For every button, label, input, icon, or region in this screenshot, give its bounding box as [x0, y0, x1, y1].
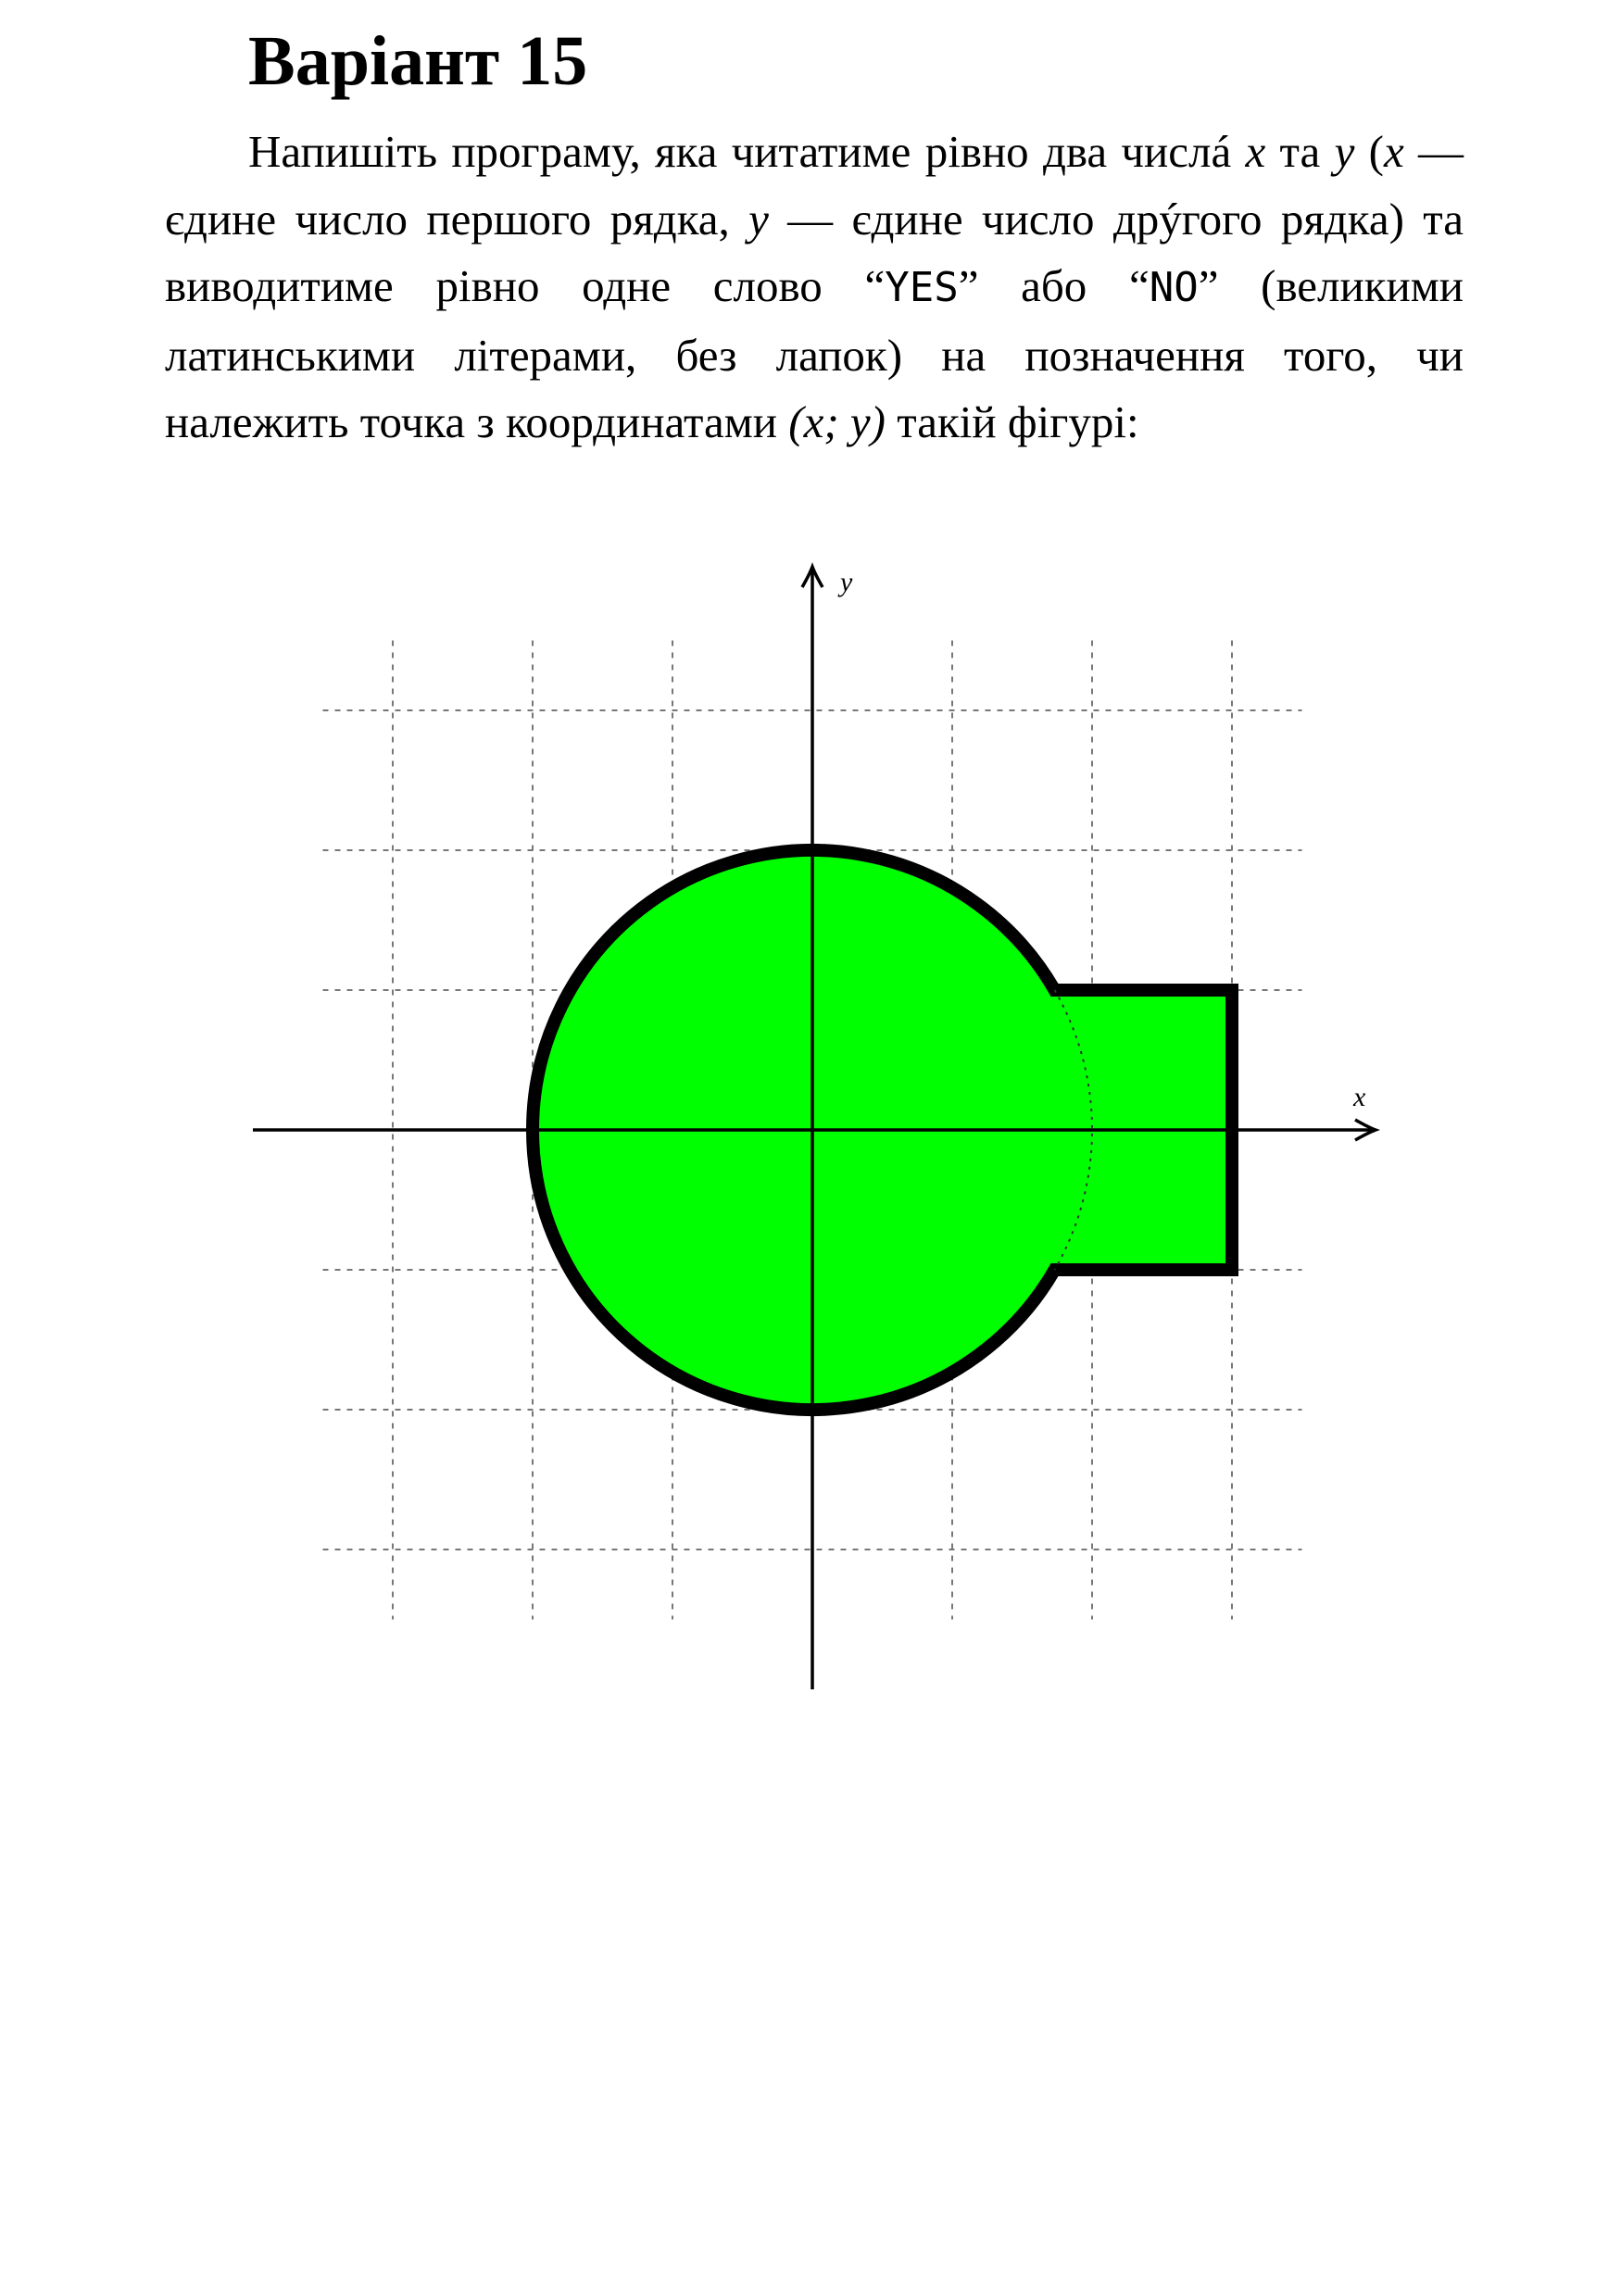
point-coordinates: (x; y) [788, 396, 886, 447]
task-text: Напишіть програму, яка читатиме рівно два числá [248, 126, 1246, 177]
var-y: y [1334, 126, 1355, 177]
task-text: такій фігурі: [885, 396, 1139, 447]
answer-yes: YES [885, 264, 959, 311]
x-axis-label: x [1353, 1082, 1366, 1112]
task-text: та [1265, 126, 1335, 177]
var-x: x [1383, 126, 1404, 177]
task-text: — єдине число дрýгого рядка) та виводитиме рівно одне слово “ [165, 193, 1464, 311]
variant-heading: Варіант 15 [248, 22, 588, 100]
task-text: ” (великими латинськими літерами, без лапок) на позначення того, чи належить точка з координатами [165, 260, 1464, 447]
var-y: y [748, 193, 769, 245]
task-text: — єдине число першого рядка, [165, 126, 1464, 245]
answer-no: NO [1149, 264, 1199, 311]
y-axis-label: y [840, 567, 853, 597]
var-x: x [1245, 126, 1266, 177]
task-text: ( [1354, 126, 1384, 177]
task-text: ” або “ [958, 260, 1150, 311]
